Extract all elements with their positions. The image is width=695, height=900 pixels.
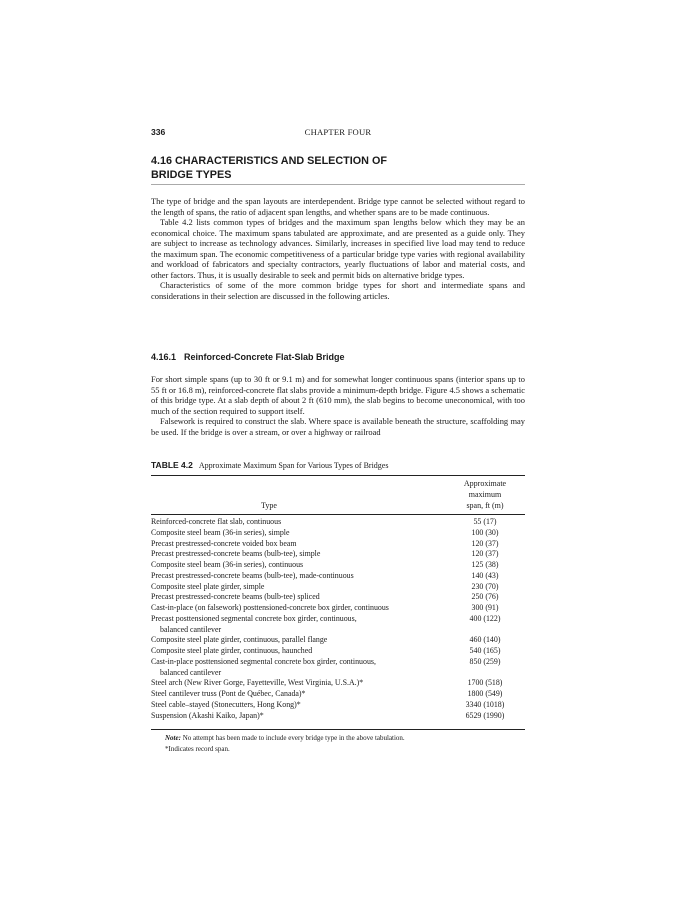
row-span: 120 (37) <box>471 549 499 559</box>
paragraph: Table 4.2 lists common types of bridges and the maximum span lengths below which they may be an economical choice. The maximum spans tabulated are approximate, and are presented as a guide only. They are subject to increase as technology advances. Similarly, increases in specified live load may tend to reduce the maximum span. The economic competitiveness of a particular bridge type varies with regional availability and workload of fabricators and specialty contractors, yearly fluctuations of labor and material costs, and other factors. Thus, it is usually desirable to seek and permit bids on alternative bridge types. <box>151 217 525 280</box>
row-type: Precast prestressed-concrete beams (bulb-tee), simple <box>151 549 321 559</box>
table-row <box>151 646 525 657</box>
section-body <box>151 196 525 301</box>
table-row <box>151 539 525 550</box>
row-type <box>151 614 441 636</box>
table-note <box>165 733 405 744</box>
paragraph: Characteristics of some of the more common bridge types for short and intermediate spans and considerations in their selection are discussed in the following articles. <box>151 280 525 301</box>
row-type-continuation: balanced cantilever <box>160 624 222 634</box>
paragraph: The type of bridge and the span layouts are interdependent. Bridge type cannot be selected without regard to the length of spans, the ratio of adjacent span lengths, and whether spans are to be made continuous. <box>151 196 525 217</box>
row-type: Composite steel beam (36-in series), simple <box>151 527 290 537</box>
row-type: Composite steel plate girder, continuous, parallel flange <box>151 635 328 645</box>
row-span: 3340 (1018) <box>465 699 505 709</box>
table-row <box>151 711 525 722</box>
table-bottom-rule <box>151 729 525 730</box>
row-type: Steel arch (New River Gorge, Fayetteville, West Virginia, U.S.A.)* <box>151 678 364 688</box>
paragraph: For short simple spans (up to 30 ft or 9.1 m) and for somewhat longer continuous spans (interior spans up to 55 ft or 16.8 m), reinforced-concrete flat slabs provide a minimum-depth bridge. Figure 4.5 shows a schematic of this bridge type. At a slab depth of about 2 ft (610 mm), the slab begins to become uneconomical, with too much of the section required to support itself. <box>151 374 525 416</box>
table-row <box>151 614 525 636</box>
row-span: 55 (17) <box>473 517 497 526</box>
table-row <box>151 549 525 560</box>
row-span: 400 (122) <box>469 613 501 623</box>
row-type: Suspension (Akashi Kaiko, Japan)* <box>151 710 264 720</box>
column-header-span-line: span, ft (m) <box>466 501 504 510</box>
row-span: 6529 (1990) <box>465 710 505 720</box>
table-notes <box>165 733 405 754</box>
table-body <box>151 517 525 721</box>
row-type: Precast prestressed-concrete beams (bulb-tee) spliced <box>151 592 320 602</box>
table-row <box>151 582 525 593</box>
section-title-line-1: 4.16 CHARACTERISTICS AND SELECTION OF <box>151 155 387 167</box>
row-span: 460 (140) <box>469 635 501 645</box>
page-number: 336 <box>151 127 166 137</box>
row-span: 140 (43) <box>471 570 499 580</box>
table-header-rule <box>151 514 525 515</box>
row-span: 120 (37) <box>471 538 499 548</box>
row-span: 230 (70) <box>471 581 499 591</box>
table-row <box>151 528 525 539</box>
subsection-title <box>151 352 345 362</box>
paragraph: Falsework is required to construct the slab. Where space is available beneath the structure, scaffolding may be used. If the bridge is over a stream, or over a highway or railroad <box>151 416 525 437</box>
section-rule <box>151 184 525 185</box>
table-row <box>151 678 525 689</box>
column-header-span-line: Approximate <box>463 479 507 488</box>
row-type: Precast prestressed-concrete voided box beam <box>151 538 297 548</box>
column-header-span <box>445 478 525 511</box>
table-row <box>151 603 525 614</box>
table-caption-text: Approximate Maximum Span for Various Types of Bridges <box>198 461 389 470</box>
subsection-body <box>151 374 525 437</box>
section-title <box>151 155 525 182</box>
column-header-type: Type <box>261 501 277 510</box>
section-title-line-2: BRIDGE TYPES <box>151 168 232 181</box>
row-type: Composite steel plate girder, continuous, haunched <box>151 646 313 655</box>
table-top-rule <box>151 475 525 476</box>
note-text: No attempt has been made to include every bridge type in the above tabulation. <box>180 734 405 742</box>
row-span: 850 (259) <box>469 656 501 666</box>
row-type-text: Precast posttensioned segmental concrete box girder, continuous, <box>151 613 357 623</box>
note-label: Note: <box>165 734 181 742</box>
row-type: Steel cable–stayed (Stonecutters, Hong Kong)* <box>151 699 301 709</box>
table-row <box>151 635 525 646</box>
table-row <box>151 657 525 679</box>
row-type-continuation: balanced cantilever <box>160 667 222 677</box>
table-row <box>151 700 525 711</box>
column-header-span-line: maximum <box>468 490 502 499</box>
row-span: 1700 (518) <box>467 678 503 688</box>
table-row <box>151 592 525 603</box>
row-type <box>151 657 441 679</box>
subsection-number: 4.16.1 <box>151 352 177 362</box>
row-span: 540 (165) <box>469 646 501 655</box>
table-caption <box>151 460 388 470</box>
row-span: 125 (38) <box>471 560 499 569</box>
table-row <box>151 571 525 582</box>
row-type: Composite steel plate girder, simple <box>151 581 265 591</box>
row-span: 100 (30) <box>471 527 499 537</box>
page-header <box>151 127 525 139</box>
row-span: 300 (91) <box>471 603 499 612</box>
row-type: Composite steel beam (36-in series), continuous <box>151 560 304 569</box>
row-span: 1800 (549) <box>467 689 503 698</box>
row-type-text: Cast-in-place posttensioned segmental concrete box girder, continuous, <box>151 656 376 666</box>
row-type: Reinforced-concrete flat slab, continuous <box>151 517 282 526</box>
table-row <box>151 560 525 571</box>
subsection-heading: Reinforced-Concrete Flat-Slab Bridge <box>184 352 345 362</box>
table-footnote: *Indicates record span. <box>165 744 230 753</box>
row-type: Cast-in-place (on falsework) posttensioned-concrete box girder, continuous <box>151 603 389 612</box>
row-span: 250 (76) <box>471 592 499 602</box>
table-row <box>151 689 525 700</box>
row-type: Steel cantilever truss (Pont de Québec, Canada)* <box>151 689 306 698</box>
table-label: TABLE 4.2 <box>151 460 193 470</box>
row-type: Precast prestressed-concrete beams (bulb-tee), made-continuous <box>151 570 354 580</box>
table-row <box>151 517 525 528</box>
chapter-title: CHAPTER FOUR <box>304 127 372 137</box>
